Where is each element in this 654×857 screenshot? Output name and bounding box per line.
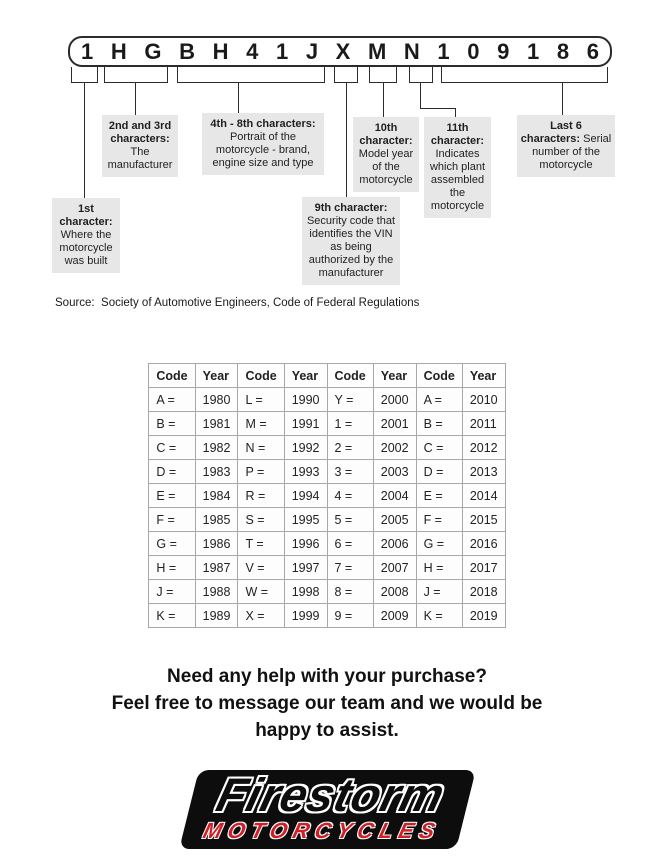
vin-character: 1 bbox=[437, 38, 450, 64]
table-cell: 2013 bbox=[462, 460, 505, 484]
table-cell: 2004 bbox=[373, 484, 416, 508]
note-description: Serial number of the motorcycle bbox=[532, 133, 612, 171]
table-cell: Y = bbox=[327, 388, 373, 412]
model-year-table bbox=[148, 363, 505, 628]
table-cell: 8 = bbox=[327, 580, 373, 604]
table-row bbox=[149, 412, 505, 436]
vin-character: M bbox=[367, 38, 387, 64]
table-cell: 7 = bbox=[327, 556, 373, 580]
table-row bbox=[149, 484, 505, 508]
table-cell: 1999 bbox=[284, 604, 327, 628]
vin-character: 0 bbox=[467, 38, 480, 64]
table-cell: C = bbox=[416, 436, 462, 460]
table-header-cell: Year bbox=[195, 364, 238, 388]
firestorm-logo bbox=[179, 770, 475, 849]
table-cell: D = bbox=[149, 460, 195, 484]
table-cell: 2009 bbox=[373, 604, 416, 628]
vin-character: 9 bbox=[497, 38, 510, 64]
table-cell: 1982 bbox=[195, 436, 238, 460]
connector-last-6-characters bbox=[562, 83, 563, 115]
vin-character: 1 bbox=[275, 38, 289, 64]
note-title: 1st character: bbox=[59, 203, 113, 228]
connector-1st-character bbox=[84, 83, 85, 198]
vin-character: 1 bbox=[526, 38, 540, 64]
table-cell: H = bbox=[416, 556, 462, 580]
table-cell: 2006 bbox=[373, 532, 416, 556]
table-cell: 6 = bbox=[327, 532, 373, 556]
table-cell: 1993 bbox=[284, 460, 327, 484]
table-cell: K = bbox=[416, 604, 462, 628]
bracket-2nd-3rd-characters bbox=[104, 67, 168, 83]
connector-11th-character-down bbox=[420, 83, 421, 109]
bracket-9th-character bbox=[334, 67, 358, 83]
table-cell: V = bbox=[238, 556, 284, 580]
vin-character: 6 bbox=[586, 38, 599, 64]
vin-diagram bbox=[0, 0, 654, 330]
table-cell: 1983 bbox=[195, 460, 238, 484]
table-cell: 2011 bbox=[462, 412, 505, 436]
table-cell: 5 = bbox=[327, 508, 373, 532]
table-cell: 1985 bbox=[195, 508, 238, 532]
note-description: Security code that identifies the VIN as being authorized by the manufacturer bbox=[306, 215, 396, 279]
note-title: 2nd and 3rd characters: bbox=[108, 120, 172, 145]
table-cell: 1998 bbox=[284, 580, 327, 604]
table-cell: 2017 bbox=[462, 556, 505, 580]
vin-character: H bbox=[110, 38, 127, 64]
table-row bbox=[149, 556, 505, 580]
connector-9th-character bbox=[346, 83, 347, 197]
table-cell: B = bbox=[149, 412, 195, 436]
table-header-cell: Code bbox=[238, 364, 284, 388]
table-cell: 2008 bbox=[373, 580, 416, 604]
table-cell: A = bbox=[149, 388, 195, 412]
table-cell: 1981 bbox=[195, 412, 238, 436]
logo-brand-text: Firestorm bbox=[211, 768, 451, 821]
table-header-cell: Year bbox=[462, 364, 505, 388]
note-description: Portrait of the motorcycle - brand, engine size and type bbox=[212, 131, 314, 169]
connector-10th-character bbox=[383, 83, 384, 117]
note-2nd-3rd-characters bbox=[102, 115, 178, 177]
note-4th-8th-characters bbox=[202, 113, 324, 175]
table-row bbox=[149, 460, 505, 484]
table-cell: 1986 bbox=[195, 532, 238, 556]
table-cell: 2007 bbox=[373, 556, 416, 580]
table-cell: 1997 bbox=[284, 556, 327, 580]
table-cell: 2016 bbox=[462, 532, 505, 556]
table-cell: A = bbox=[416, 388, 462, 412]
table-cell: 1991 bbox=[284, 412, 327, 436]
help-text bbox=[0, 663, 654, 744]
bracket-4th-8th-characters bbox=[177, 67, 325, 83]
table-row bbox=[149, 580, 505, 604]
table-cell: 1984 bbox=[195, 484, 238, 508]
table-cell: T = bbox=[238, 532, 284, 556]
vin-character: B bbox=[179, 38, 195, 64]
bracket-11th-character bbox=[409, 67, 433, 83]
table-cell: M = bbox=[238, 412, 284, 436]
table-cell: E = bbox=[416, 484, 462, 508]
table-cell: G = bbox=[416, 532, 462, 556]
table-cell: 2001 bbox=[373, 412, 416, 436]
table-cell: 2019 bbox=[462, 604, 505, 628]
table-cell: D = bbox=[416, 460, 462, 484]
table-cell: N = bbox=[238, 436, 284, 460]
model-year-table-section bbox=[0, 363, 654, 628]
table-cell: F = bbox=[149, 508, 195, 532]
note-11th-character bbox=[424, 117, 491, 218]
help-line: happy to assist. bbox=[255, 720, 399, 741]
table-row bbox=[149, 508, 505, 532]
table-cell: R = bbox=[238, 484, 284, 508]
note-description: Indicates which plant assembled the motorcycle bbox=[429, 148, 486, 212]
table-cell: 1 = bbox=[327, 412, 373, 436]
source-text: Source: Society of Automotive Engineers, Code of Federal Regulations bbox=[55, 297, 420, 309]
table-cell: 2 = bbox=[327, 436, 373, 460]
table-row bbox=[149, 388, 505, 412]
table-cell: 2000 bbox=[373, 388, 416, 412]
table-cell: 1987 bbox=[195, 556, 238, 580]
note-title: 11th character: bbox=[430, 122, 485, 147]
note-last-6-characters bbox=[517, 115, 615, 177]
note-description: Where the motorcycle was built bbox=[59, 229, 113, 267]
table-cell: J = bbox=[149, 580, 195, 604]
bracket-1st-character bbox=[71, 67, 98, 83]
table-cell: S = bbox=[238, 508, 284, 532]
table-header-cell: Code bbox=[149, 364, 195, 388]
table-cell: 1996 bbox=[284, 532, 327, 556]
vin-character: 1 bbox=[81, 38, 94, 64]
note-1st-character bbox=[52, 198, 120, 273]
note-description: The manufacturer bbox=[107, 146, 173, 171]
table-cell: F = bbox=[416, 508, 462, 532]
table-cell: H = bbox=[149, 556, 195, 580]
table-cell: G = bbox=[149, 532, 195, 556]
table-header-cell: Code bbox=[327, 364, 373, 388]
note-title: 10th character: bbox=[359, 122, 413, 147]
table-cell: J = bbox=[416, 580, 462, 604]
connector-11th-character-jog bbox=[420, 108, 456, 109]
logo-motorcycles-text: MOTORCYCLES bbox=[200, 818, 444, 843]
table-cell: P = bbox=[238, 460, 284, 484]
vin-character: 4 bbox=[246, 38, 259, 64]
table-cell: 2005 bbox=[373, 508, 416, 532]
table-cell: 2015 bbox=[462, 508, 505, 532]
vin-character: N bbox=[403, 38, 420, 64]
table-cell: 2003 bbox=[373, 460, 416, 484]
table-cell: 2014 bbox=[462, 484, 505, 508]
table-cell: L = bbox=[238, 388, 284, 412]
table-header-row bbox=[149, 364, 505, 388]
table-cell: K = bbox=[149, 604, 195, 628]
table-cell: 2002 bbox=[373, 436, 416, 460]
table-cell: 9 = bbox=[327, 604, 373, 628]
table-cell: 3 = bbox=[327, 460, 373, 484]
table-cell: 1994 bbox=[284, 484, 327, 508]
table-header-cell: Year bbox=[373, 364, 416, 388]
help-line: Need any help with your purchase? bbox=[167, 666, 487, 687]
vin-character: H bbox=[212, 38, 229, 64]
vin-character: G bbox=[144, 38, 162, 64]
table-cell: 1988 bbox=[195, 580, 238, 604]
table-cell: X = bbox=[238, 604, 284, 628]
table-row bbox=[149, 436, 505, 460]
bracket-10th-character bbox=[369, 67, 397, 83]
connector-4th-8th-characters bbox=[238, 83, 239, 113]
table-cell: C = bbox=[149, 436, 195, 460]
table-cell: B = bbox=[416, 412, 462, 436]
table-cell: E = bbox=[149, 484, 195, 508]
note-title: Last 6 characters: bbox=[520, 120, 582, 145]
table-body bbox=[149, 388, 505, 628]
logo-section bbox=[0, 770, 654, 849]
table-header-cell: Year bbox=[284, 364, 327, 388]
table-cell: 2012 bbox=[462, 436, 505, 460]
table-cell: 2018 bbox=[462, 580, 505, 604]
table-cell: W = bbox=[238, 580, 284, 604]
note-10th-character bbox=[353, 117, 419, 192]
table-cell: 1990 bbox=[284, 388, 327, 412]
table-cell: 1992 bbox=[284, 436, 327, 460]
table-cell: 1989 bbox=[195, 604, 238, 628]
vin-character: J bbox=[305, 38, 319, 64]
table-cell: 4 = bbox=[327, 484, 373, 508]
note-9th-character bbox=[302, 197, 400, 285]
vin-character: X bbox=[335, 38, 351, 64]
vin-character: 8 bbox=[556, 38, 570, 64]
help-line: Feel free to message our team and we would be bbox=[111, 693, 543, 714]
note-title: 9th character: bbox=[314, 202, 388, 214]
bracket-last-6-characters bbox=[441, 67, 608, 83]
note-description: Model year of the motorcycle bbox=[358, 148, 414, 186]
table-row bbox=[149, 532, 505, 556]
connector-2nd-3rd-characters bbox=[135, 83, 136, 115]
table-row bbox=[149, 604, 505, 628]
vin-box bbox=[68, 36, 612, 67]
table-cell: 1980 bbox=[195, 388, 238, 412]
table-header-cell: Code bbox=[416, 364, 462, 388]
table-cell: 2010 bbox=[462, 388, 505, 412]
note-title: 4th - 8th characters: bbox=[210, 118, 316, 130]
table-cell: 1995 bbox=[284, 508, 327, 532]
